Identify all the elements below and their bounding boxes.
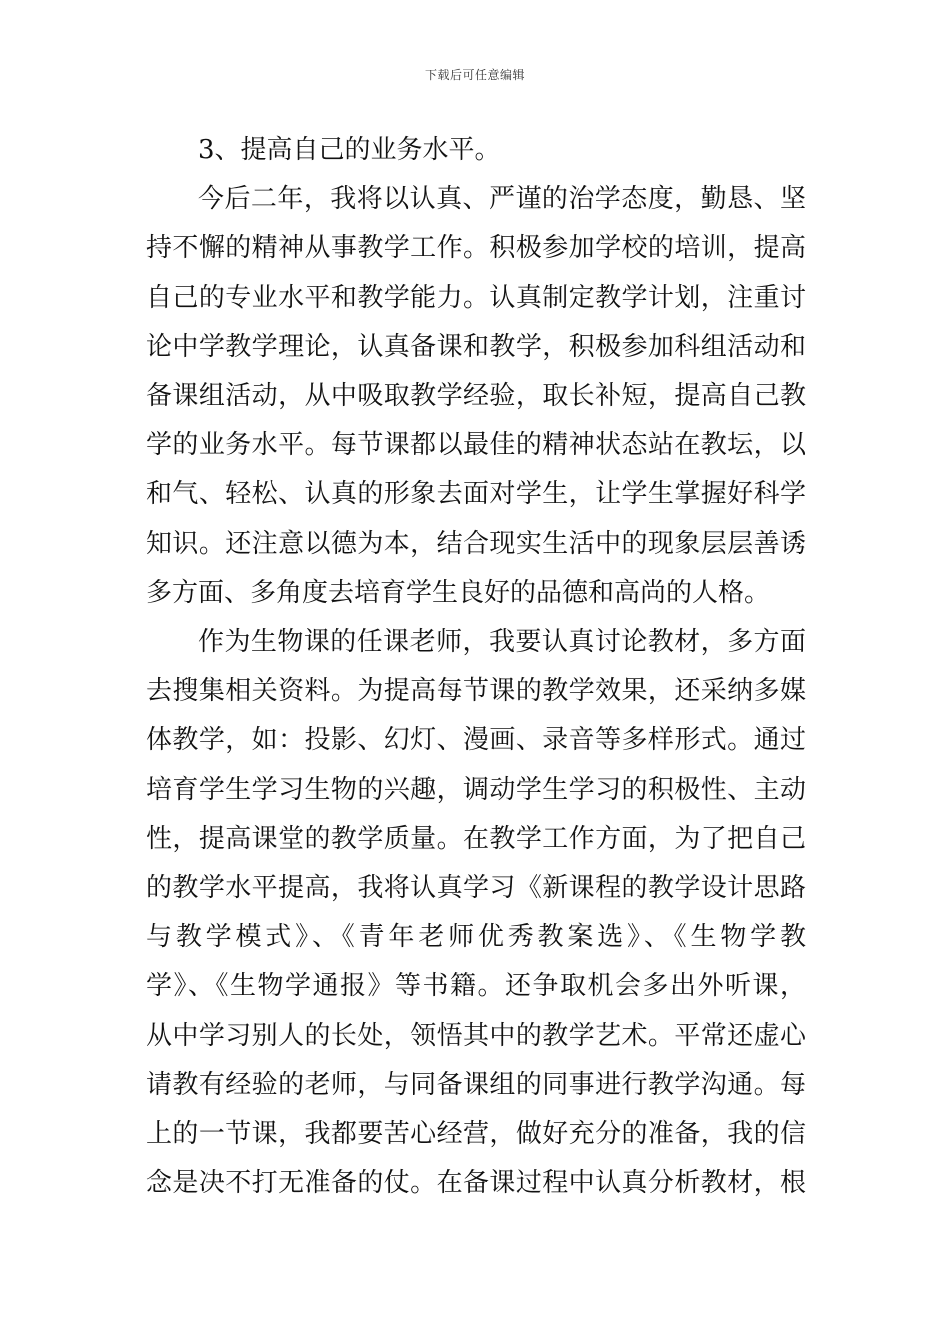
- text-line: 与教学模式》、《青年老师优秀教案选》、《生物学教: [146, 922, 806, 953]
- text-line: 备课组活动，从中吸取教学经验，取长补短，提高自己教: [146, 381, 806, 412]
- text-line: 性，提高课堂的教学质量。在教学工作方面，为了把自己: [146, 823, 806, 854]
- text-line: 多方面、多角度去培育学生良好的品德和高尚的人格。: [146, 577, 771, 608]
- paragraph-2: [146, 175, 806, 618]
- text-line: 体教学，如：投影、幻灯、漫画、录音等多样形式。通过: [146, 725, 806, 756]
- text-line: 知识。还注意以德为本，结合现实生活中的现象层层善诱: [146, 528, 806, 559]
- document-body: [146, 126, 806, 1208]
- paragraph-1: [146, 126, 806, 175]
- text-line: 3、提高自己的业务水平。: [198, 135, 501, 165]
- text-line: 作为生物课的任课老师，我要认真讨论教材，多方面: [198, 627, 806, 658]
- text-line: 念是决不打无准备的仗。在备课过程中认真分析教材，根: [146, 1168, 806, 1199]
- text-line: 自己的专业水平和教学能力。认真制定教学计划，注重讨: [146, 282, 806, 313]
- text-line: 的教学水平提高，我将认真学习《新课程的教学设计思路: [146, 873, 806, 904]
- text-line: 上的一节课，我都要苦心经营，做好充分的准备，我的信: [146, 1119, 806, 1150]
- paragraph-3: [146, 618, 806, 1208]
- text-line: 学》、《生物学通报》等书籍。还争取机会多出外听课，: [146, 971, 806, 1002]
- text-line: 和气、轻松、认真的形象去面对学生，让学生掌握好科学: [146, 479, 806, 510]
- text-line: 去搜集相关资料。为提高每节课的教学效果，还采纳多媒: [146, 676, 806, 707]
- text-line: 请教有经验的老师，与同备课组的同事进行教学沟通。每: [146, 1069, 806, 1100]
- text-line: 今后二年，我将以认真、严谨的治学态度，勤恳、坚: [198, 184, 806, 215]
- text-line: 持不懈的精神从事教学工作。积极参加学校的培训，提高: [146, 233, 806, 264]
- text-line: 培育学生学习生物的兴趣，调动学生学习的积极性、主动: [146, 774, 806, 805]
- text-line: 论中学教学理论，认真备课和教学，积极参加科组活动和: [146, 331, 806, 362]
- text-line: 学的业务水平。每节课都以最佳的精神状态站在教坛，以: [146, 430, 806, 461]
- header-note: 下载后可任意编辑: [424, 68, 525, 82]
- text-line: 从中学习别人的长处，领悟其中的教学艺术。平常还虚心: [146, 1020, 806, 1051]
